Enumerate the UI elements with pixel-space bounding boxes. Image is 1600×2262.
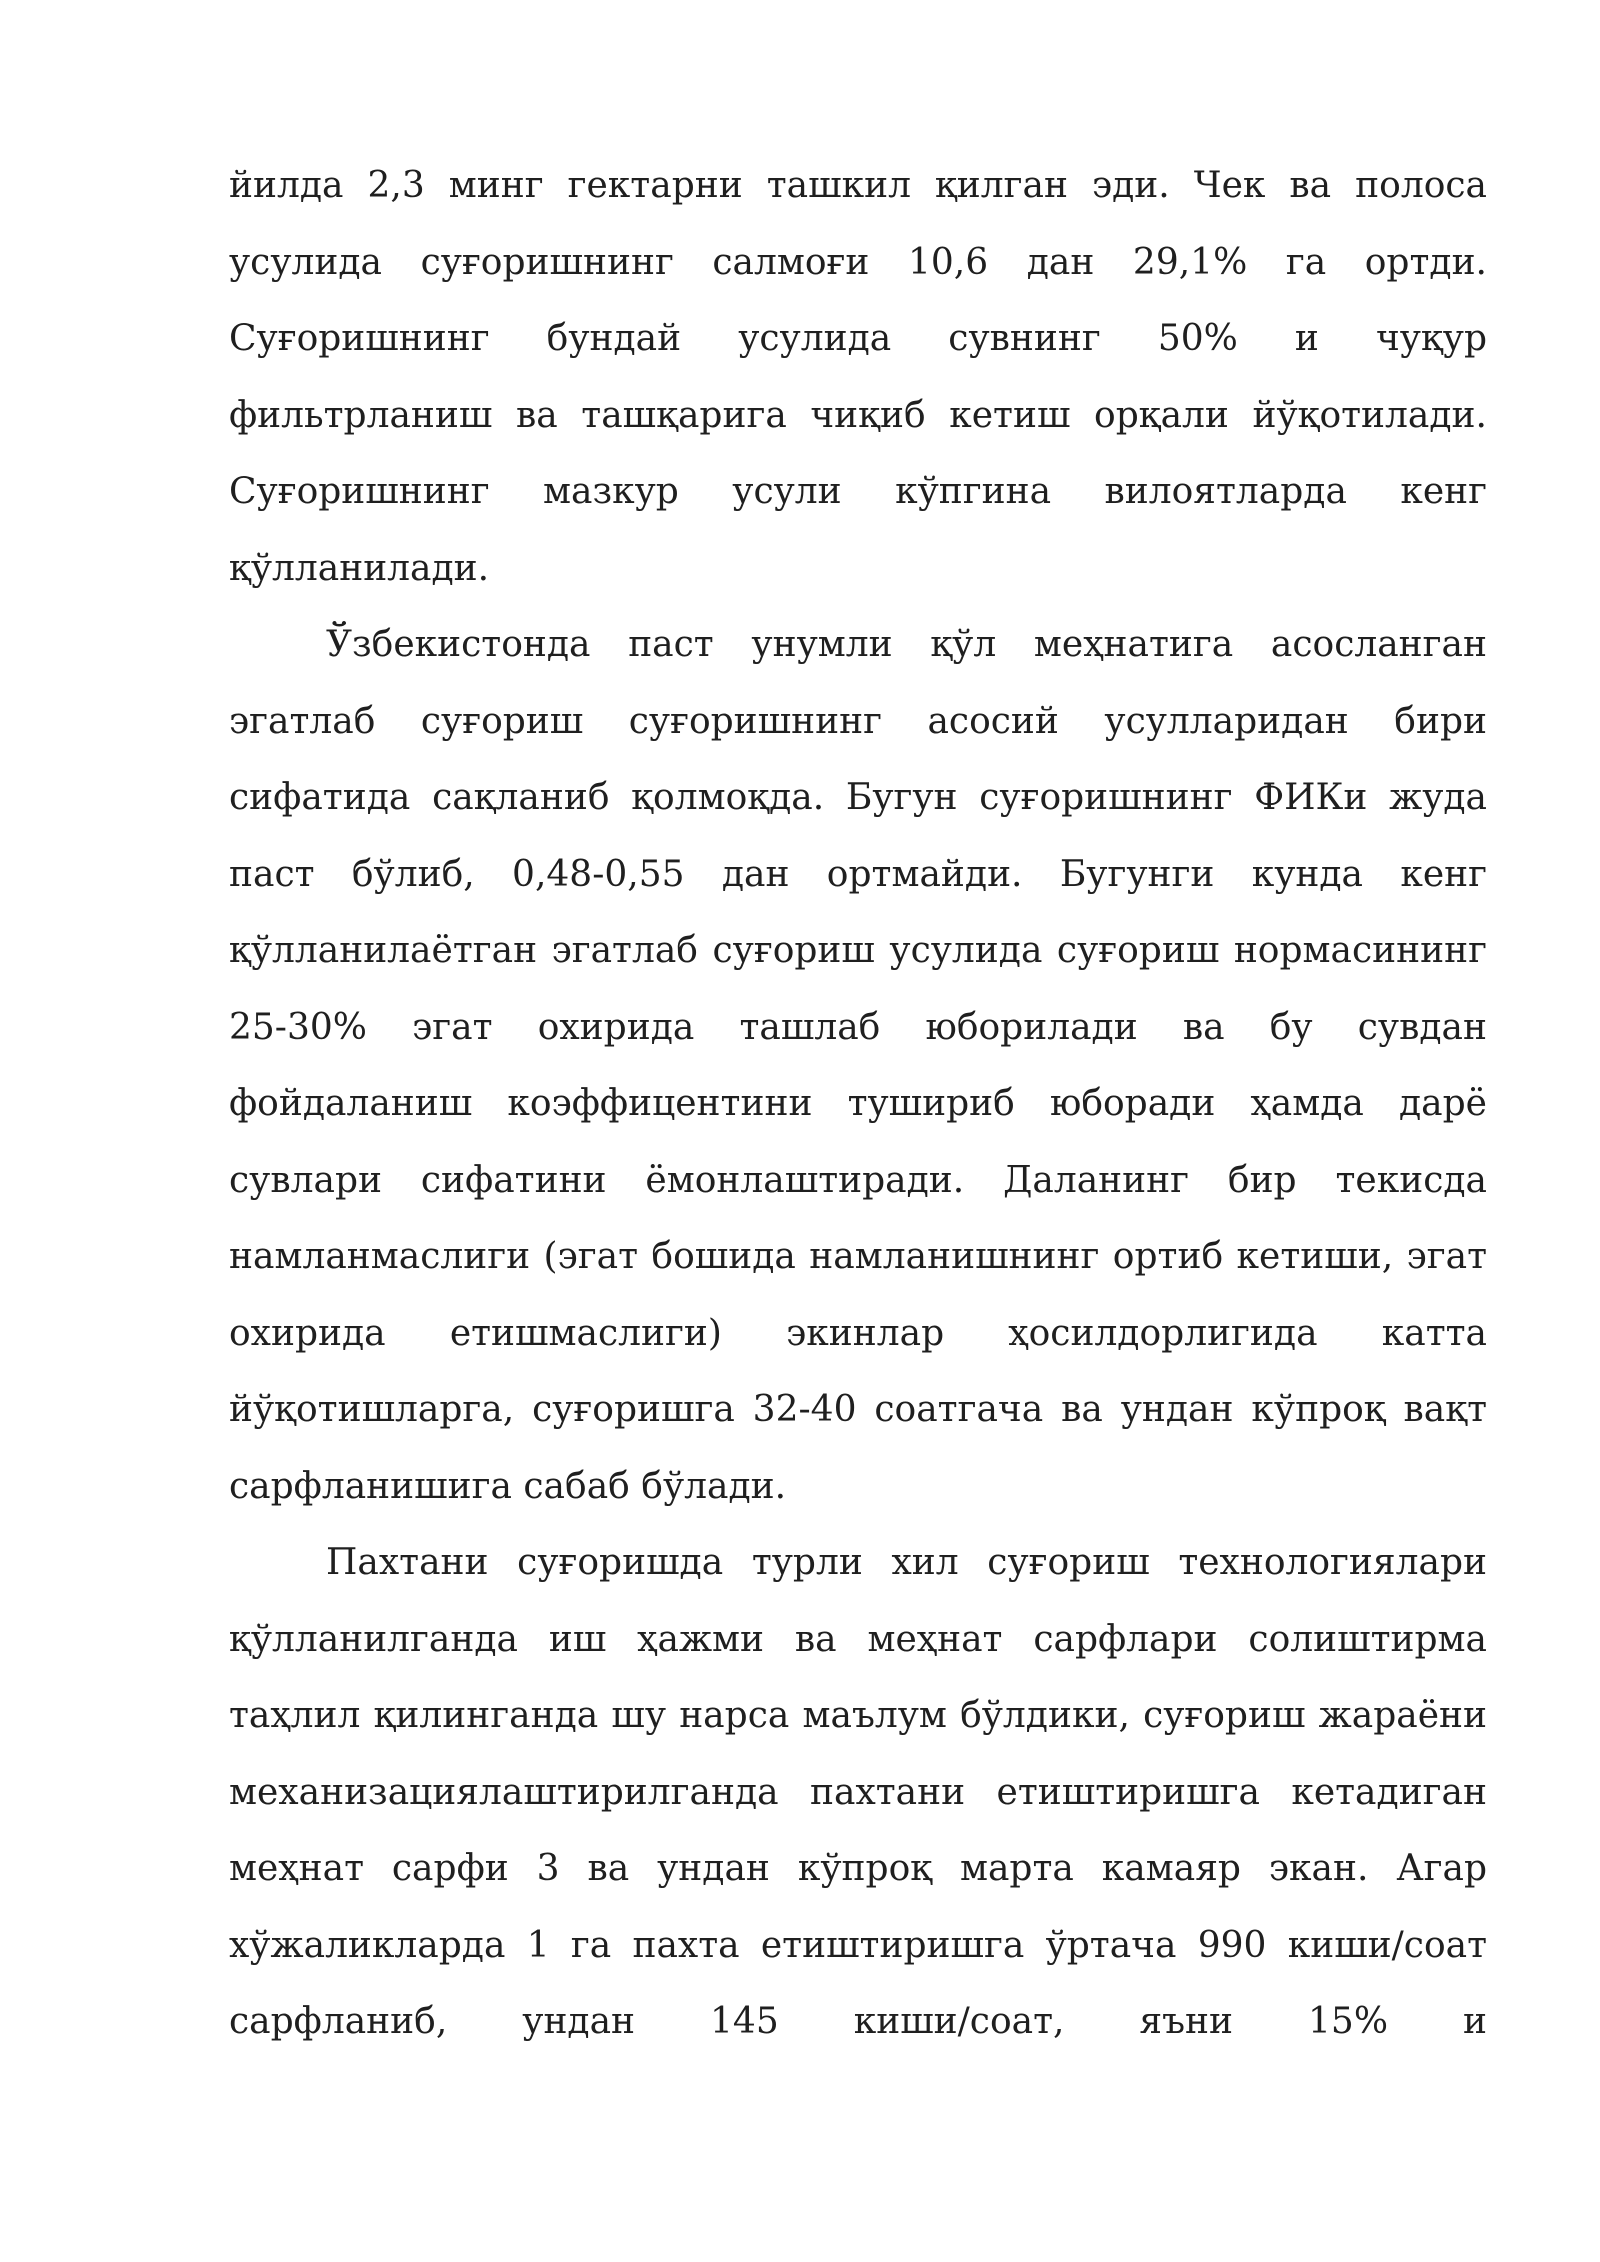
paragraph-3: Пахтани суғоришда турли хил суғориш технологиялари қўлланилганда иш ҳажми ва меҳнат сарфлари солиштирма таҳлил қилинганда шу нарса маълум бўлдики, суғориш жараёни механизациялаштирилганда пахтани етиштиришга кетадиган меҳнат сарфи 3 ва ундан кўпроқ марта камаяр экан. Агар хўжаликларда 1 га пахта етиштиришга ўртача 990 киши/соат сарфланиб, ундан 145 киши/соат, яъни 15% и: [229, 1542, 1487, 2042]
paragraph-2: Ўзбекистонда паст унумли қўл меҳнатига асосланган эгатлаб суғориш суғоришнинг асосий усулларидан бири сифатида сақланиб қолмоқда. Бугун суғоришнинг ФИКи жуда паст бўлиб, 0,48-0,55 дан ортмайди. Бугунги кунда кенг қўлланилаётган эгатлаб суғориш усулида суғориш нормасининг 25-30% эгат охирида ташлаб юборилади ва бу сувдан фойдаланиш коэффицентини тушириб юборади ҳамда дарё сувлари сифатини ёмонлаштиради. Даланинг бир текисда намланмаслиги (эгат бошида намланишнинг ортиб кетиши, эгат охирида етишмаслиги) экинлар ҳосилдорлигида катта йўқотишларга, суғоришга 32-40 соатгача ва ундан кўпроқ вақт сарфланишига сабаб бўлади.: [229, 624, 1487, 1507]
body-text: [229, 148, 1487, 2061]
paragraph-1: йилда 2,3 минг гектарни ташкил қилган эди. Чек ва полоса усулида суғоришнинг салмоғи 10,6 дан 29,1% га ортди. Суғоришнинг бундай усулида сувнинг 50% и чуқур фильтрланиш ва ташқарига чиқиб кетиш орқали йўқотилади. Суғоришнинг мазкур усули кўпгина вилоятларда кенг қўлланилади.: [229, 165, 1487, 589]
